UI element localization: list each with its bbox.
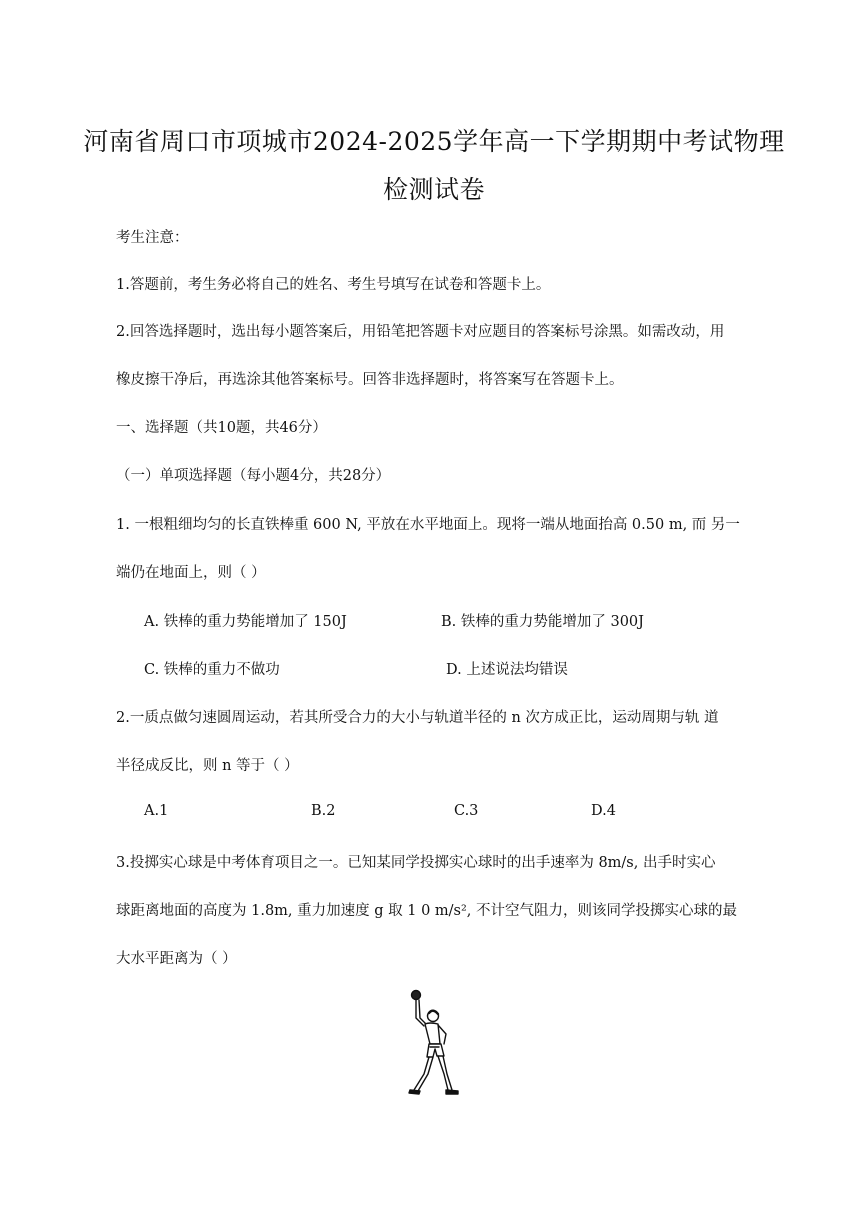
question-3-stem-line-3: 大水平距离为（ ） (116, 951, 237, 967)
question-2-option-c: C.3 (454, 803, 479, 819)
question-3-stem-line-1: 3.投掷实心球是中考体育项目之一。已知某同学投掷实心球时的出手速率为 8m/s, 出手时实心 (116, 855, 716, 871)
question-1-option-c: C. 铁棒的重力不做功 (144, 662, 280, 678)
notice-heading: 考生注意： (116, 230, 189, 246)
question-1-option-a: A. 铁棒的重力势能增加了 150J (144, 614, 347, 630)
notice-item-2-line-1: 2.回答选择题时，选出每小题答案后，用铅笔把答题卡对应题目的答案标号涂黑。如需改动，用 (116, 324, 725, 340)
question-2-stem-line-1: 2.一质点做匀速圆周运动，若其所受合力的大小与轨道半径的 n 次方成正比，运动周期与轨 道 (116, 710, 719, 726)
notice-item-1: 1.答题前，考生务必将自己的姓名、考生号填写在试卷和答题卡上。 (116, 277, 551, 293)
question-1-stem-line-2: 端仍在地面上，则（ ） (116, 565, 266, 581)
shot-put-thrower-figure (400, 988, 472, 1100)
title-line-2: 检测试卷 (382, 175, 485, 204)
question-1-stem-line-1: 1. 一根粗细均匀的长直铁棒重 600 N, 平放在水平地面上。现将一端从地面抬高 0.50 m, 而 另一 (116, 517, 740, 533)
section-heading: 一、选择题（共10题，共46分） (116, 420, 327, 436)
question-2-stem-line-2: 半径成反比，则 n 等于（ ） (116, 758, 299, 774)
question-3-stem-line-2: 球距离地面的高度为 1.8m, 重力加速度 g 取 1 0 m/s², 不计空气阻力，则该同学投掷实心球的最 (116, 903, 738, 919)
question-1-option-d: D. 上述说法均错误 (446, 662, 568, 678)
question-2-option-b: B.2 (311, 803, 336, 819)
question-2-option-d: D.4 (591, 803, 616, 819)
section-subheading: （一）单项选择题（每小题4分，共28分） (116, 468, 391, 484)
notice-item-2-line-2: 橡皮擦干净后，再选涂其他答案标号。回答非选择题时，将答案写在答题卡上。 (116, 372, 624, 388)
title-line-1: 河南省周口市项城市2024-2025学年高一下学期期中考试物理 (83, 127, 785, 156)
question-2-option-a: A.1 (144, 803, 169, 819)
question-1-option-b: B. 铁棒的重力势能增加了 300J (441, 614, 644, 630)
